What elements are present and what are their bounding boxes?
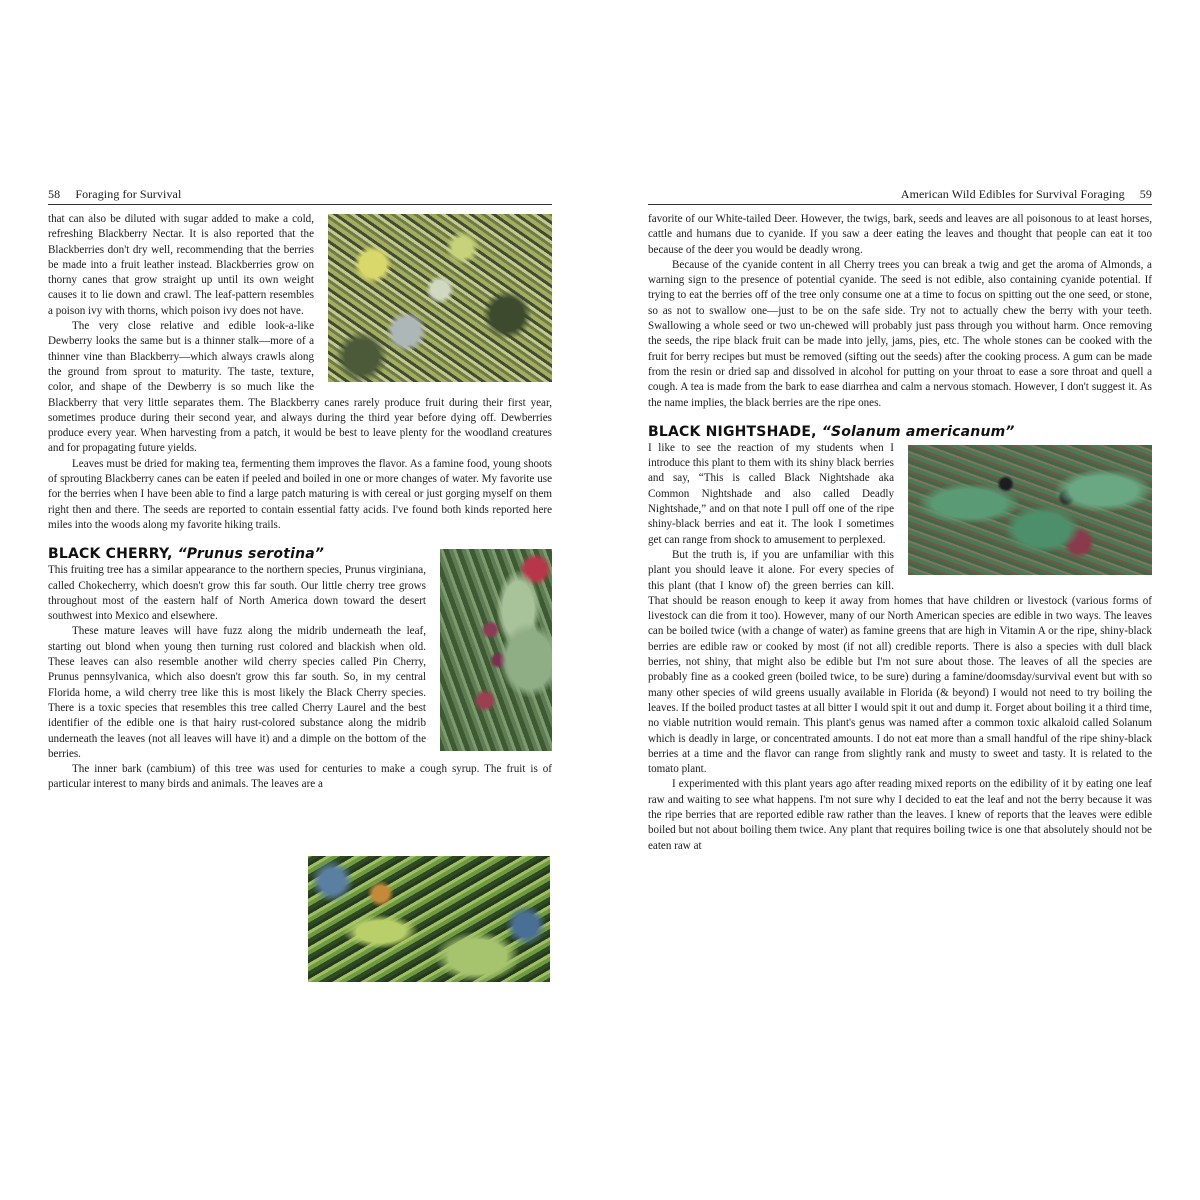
paragraph: favorite of our White-tailed Deer. However, the twigs, bark, seeds and leaves are all poisonous to at least horses, cattle and humans due to cyanide. If you saw a deer eating the leaves and thought that people can eat it too because of the deer you would be deadly wrong.	[648, 213, 1152, 256]
left-running-head	[48, 186, 552, 205]
paragraph: that can also be diluted with sugar added to make a cold, refreshing Blackberry Nectar. It is also reported that the Blackberries don't dry well, recommending that the berries be made into a fruit leather instead. Blackberries grow on thorny canes that grow straight up until its own weight causes it to lie down and crawl. The leaf-pattern resembles a poison ivy with thorns, which poison ivy does not have.	[48, 213, 314, 317]
heading-scientific-name: “Solanum americanum”	[821, 423, 1015, 440]
paragraph: The inner bark (cambium) of this tree was used for centuries to make a cough syrup. The fruit is of particular interest to many birds and animals. The leaves are a	[48, 763, 552, 791]
running-title: American Wild Edibles for Survival Foraging	[900, 187, 1125, 201]
paragraph: The very close relative and edible look-a-like Dewberry looks the same but is a thinner stalk—more of a thinner vine than Blackberry—which always crawls along the ground from sprout to maturity. The taste, texture, color, and shape of the Dewberry is so much like the Blackberry that very little separates them. The Blackberry canes rarely produce fruit during their first year, sometimes produce during their second year, and always during the third year before dying off. Dewberries produce every year. When harvesting from a patch, it would be best to leave plenty for the woodland creatures and for propagating future yields.	[48, 320, 552, 455]
paragraph: But the truth is, if you are unfamiliar with this plant you should leave it alone. For every species of this plant (that I know of) the green berries can kill. That should be reason enough to keep it away from homes that have children or livestock (various forms of livestock can die from it too). However, many of our North American species are edible in two ways. The leaves can be boiled twice (with a change of water) as famine greens that are high in Vitamin A or the ripe, shiny-black berries are edible raw or cooked by most (if not all) credible reports. There is also a species with dull black berries, not shiny, that might also be edible but I'm not sure about those. The leaves of all the species are probably fine as a cooked green (boiled twice, to be sure) during a famine/doomsday/survival event but with so many other species of wild greens usually available in Florida (& beyond) I would not need to try boiling the leaves. If the boiled product tastes at all bitter I would spit it out and dump it. Forget about boiling it a third time, no viable nutrition would remain. This plant's genus was named after a common toxic alkaloid called Solanum which is deadly in large, or concentrated amounts. I do not eat more than a small handful of the ripe shiny-black berries at a time and the flavor can range from slightly rank and musty to sweet and tasty. It is related to the tomato plant.	[648, 548, 1152, 776]
page-number: 59	[1139, 187, 1152, 201]
paragraph: Because of the cyanide content in all Cherry trees you can break a twig and get the aroma of Almonds, a warning sign to the presence of potential cyanide. The seed is not edible, also containing cyanide potential. If trying to eat the berries off of the tree only consume one at a time to focus on spitting out the one seed, or stone, so as not to swallow one—just to be on the safe side. Try not to actually chew the berry with your teeth. Swallowing a whole seed or two un-chewed will probably just pass through you without harm. Once removing the seeds, the ripe black fruit can be made into jelly, jams, pies, etc. The whole stones can be cooked with the fruit for berry recipes but must be removed (sifting out the seeds) after the cooking process. A gum can be made from the resin or dried sap and dissolved in alcohol for putting on your throat to ease a sore throat and quell a cough. A tea is made from the bark to ease diarrhea and calm a nervous stomach. However, I don't suggest it. As the name implies, the black berries are the ripe ones.	[648, 258, 1152, 409]
right-running-head	[648, 186, 1152, 205]
right-page-body	[648, 212, 1152, 854]
page-number: 58	[48, 187, 61, 201]
running-title: Foraging for Survival	[75, 187, 182, 201]
blackberry-photo	[328, 214, 552, 382]
left-page-body	[48, 212, 552, 793]
paragraph: This fruiting tree has a similar appearance to the northern species, Prunus virginiana, called Chokecherry, which doesn't grow this far south. Our little cherry tree grows throughout most of the eastern half of North America down toward the desert southwest into Mexico and elsewhere.	[48, 564, 426, 623]
paragraph: I experimented with this plant years ago after reading mixed reports on the edibility of it by eating one leaf raw and waiting to see what happens. I'm not sure why I decided to eat the leaf and not the berry because it was the ripe berries that are reported edible raw rather than the leaves. I knew of reports that the leaves were edible boiled but not about boiling them twice. Any plant that requires boiling twice is one that absolutely should not be eaten raw at	[648, 778, 1152, 852]
left-page	[48, 186, 552, 793]
right-page	[648, 186, 1152, 854]
black-cherry-branch-photo	[308, 856, 550, 982]
black-cherry-berries-photo	[440, 549, 552, 751]
paragraph: I like to see the reaction of my students when I introduce this plant to them with its shiny black berries and say, “This is called Black Nightshade aka Common Nightshade and also called Deadly Nightshade,” and on that note I pull off one of the ripe shiny-black berries and eat it. The look I sometimes get can range from shock to amusement to perplexed.	[648, 441, 894, 546]
heading-scientific-name: “Prunus serotina”	[177, 546, 325, 563]
section-heading-black-nightshade	[648, 423, 1152, 441]
heading-common-name: BLACK CHERRY,	[48, 546, 178, 563]
heading-common-name: BLACK NIGHTSHADE,	[648, 423, 822, 440]
black-nightshade-photo	[908, 445, 1152, 575]
paragraph: These mature leaves will have fuzz along the midrib underneath the leaf, starting out blond when young then turning rust colored and blackish when old. These leaves can also resemble another wild cherry species called Pin Cherry, Prunus pennsylvanica, which also doesn't grow this far south. So, in my central Florida home, a wild cherry tree like this is most likely the Black Cherry species. There is a toxic species that resembles this tree called Cherry Laurel and the best identifier of the edible one is that hairy rust-colored substance along the midrib underneath the leaves (not all leaves will have it) and a dimple on the bottom of the berries.	[48, 625, 426, 760]
paragraph: Leaves must be dried for making tea, fermenting them improves the flavor. As a famine food, young shoots of sprouting Blackberry canes can be eaten if peeled and boiled in one or more changes of water. My favorite use for the berries when I have been able to find a large patch maturing is with cereal or just gorging myself on them right then and there. The seeds are reported to contain essential fatty acids. I've found both kinds reported here miles into the woods along my favorite hiking trails.	[48, 457, 552, 531]
